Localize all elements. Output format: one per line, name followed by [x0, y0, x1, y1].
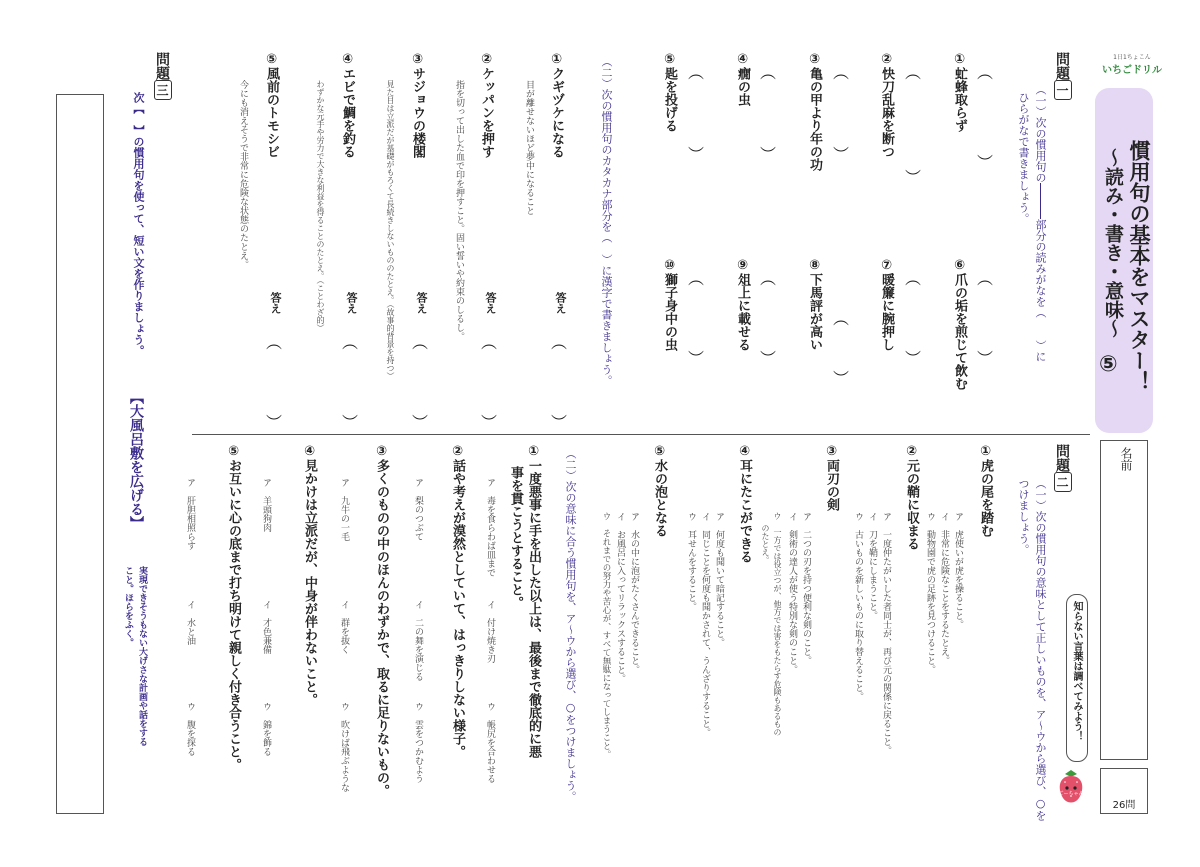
q2-p2-instruction-text: 次の意味に合う慣用句を、ア～ウから選び、○をつけましょう。 [564, 481, 577, 802]
q2-p2-instruction [562, 448, 578, 802]
q1-p2-answer-label-5: 答え [269, 292, 282, 314]
q1-p2-item-4: ④エビで鯛を釣る [340, 52, 355, 158]
q2-p2-items [185, 444, 550, 844]
q3-instruction: 次【 】の慣用句を使って、短い文を作りましょう。 [132, 92, 145, 356]
q2-p2-item-5-opt-b[interactable]: イ 水と油 [185, 600, 195, 645]
q2-p2-item-4-opt-b[interactable]: イ 才色兼備 [261, 600, 271, 654]
q2-p2-item-4-opt-a[interactable]: ア 羊頭狗肉 [261, 478, 271, 532]
q1-p1-item-3: ③亀の甲より年の功 [807, 52, 822, 171]
q2-p1-item-2: ②元の鞘に収まる [904, 444, 919, 550]
q1-p2-answer-label-4: 答え [345, 292, 358, 314]
q2-p1-item-5-opt-a[interactable]: ア 水の中に泡がたくさんできること。 [629, 512, 639, 674]
q2-p1-item-2-opt-b[interactable]: イ 刀を鞘にしまうこと。 [867, 512, 877, 620]
q3-meaning-a: 実現できそうもない大げさな計画や話をする [137, 566, 147, 746]
q1-p2-label: （二） [600, 56, 613, 89]
q1-p1-item-7: ⑦暖簾に腕押し [879, 258, 894, 351]
q3-meaning-b: こと。ほらをふく。 [123, 566, 133, 647]
q1-p2-meaning-1: 目が離せないほど夢中になること [524, 80, 534, 215]
q1-p2-answer-paren-4[interactable]: ︵ ︶ [342, 333, 359, 432]
q1-p1-instruction [1032, 84, 1048, 362]
hint-text: 知らない言葉は調べてみよう！ [1071, 601, 1082, 741]
page-subtitle: ～読み・書き・意味～ [1102, 148, 1124, 338]
q2-p1-item-1-opt-b[interactable]: イ 非常に危険なことをするたとえ。 [939, 512, 949, 665]
q1-p2-meaning-5: 今にも消えそうで非常に危険な状態のたとえ。 [238, 80, 248, 269]
q2-p2-item-3-opt-a[interactable]: ア 九牛の一毛 [339, 478, 349, 541]
page-title: 慣用句の基本をマスター！ [1127, 140, 1151, 392]
mascot-name: ごーちゃん [1058, 791, 1084, 797]
q2-p2-item-5: ⑤お互いに心の底まで打ち明けて親しく付き合うこと。 [226, 444, 241, 771]
q2-p1-item-2-opt-a[interactable]: ア 一度仲たがいした者同士が、再び元の関係に戻ること。 [881, 512, 891, 755]
q2-p1-item-3-opt-a[interactable]: ア 二つの刃を持つ便利な剣のこと。 [801, 512, 811, 665]
q1-p1-item-8: ⑧下馬評が高い [807, 258, 822, 351]
q2-p1-item-4-opt-b[interactable]: イ 同じことを何度も聞かされて、うんざりすること。 [700, 512, 710, 737]
q1-p2-answer-label-1: 答え [554, 292, 567, 314]
question-count: 26問 [1112, 800, 1136, 811]
q1-number: 一 [1054, 80, 1072, 100]
q1-p2-instruction-text: 次の慣用句のカタカナ部分を（ ）に漢字で書きましょう。 [600, 89, 613, 386]
q2-p1-item-3-opt-c[interactable]: ウ 一方では役立つが、他方では害をもたらす危険もあるもの [773, 512, 782, 736]
q2-p2-item-2-opt-a[interactable]: ア 梨のつぶて [413, 478, 423, 541]
q1-p1-item-1: ①虻蜂取らず [952, 52, 967, 132]
q1-p2-answer-paren-1[interactable]: ︵ ︶ [551, 333, 568, 432]
underline-mark [1040, 183, 1041, 219]
q1-p1-label: （一） [1034, 84, 1047, 117]
q2-p1-item-4-opt-c[interactable]: ウ 耳せんをすること。 [686, 512, 696, 611]
q1-p2-answer-paren-5[interactable]: ︵ ︶ [266, 333, 283, 432]
q1-p2-meaning-4: わずかな元手や労力で大きな利益を得ることのたとえ。（ことわざ的） [316, 80, 325, 332]
q3-header [152, 52, 172, 100]
q1-p1-item-2: ②快刀乱麻を断つ [879, 52, 894, 158]
q1-p1-parens-row1[interactable]: ︵ ︶ ︵ ︶ ︵ ︶ ︵ ︶ ︵ ︶ [688, 63, 994, 187]
brand-logo [1102, 52, 1162, 76]
q2-p2-item-5-opt-c[interactable]: ウ 腹を探る [185, 702, 195, 756]
q2-p1-item-2-opt-c[interactable]: ウ 古いものを新しいものに取り替えること。 [853, 512, 863, 701]
q2-p2-label: （二） [564, 448, 577, 481]
q2-p1-item-3-opt-b[interactable]: イ 剣術の達人が使う特別な剣のこと。 [787, 512, 797, 674]
q1-p2-answer-label-3: 答え [415, 292, 428, 314]
q1-p2-items [225, 52, 585, 432]
q1-p2-answer-paren-3[interactable]: ︵ ︶ [412, 333, 429, 432]
q2-p1-instruction [1032, 478, 1048, 821]
q2-p2-item-2: ②話や考えが漠然としていて、はっきりしない様子。 [450, 444, 465, 758]
q2-p1-item-1-opt-c[interactable]: ウ 動物園で虎の足跡を見つけること。 [925, 512, 935, 674]
q1-p1-instruction-b: 部分の読みがなを（ ）に [1034, 219, 1047, 362]
q2-p1-item-3-opt-c-cont: のたとえ。 [761, 524, 770, 564]
q1-p2-item-3: ③サジョウの楼閣 [410, 52, 425, 158]
q1-mondai-label: 問題 [1054, 52, 1070, 80]
q2-p2-item-4-opt-c[interactable]: ウ 錦を飾る [261, 702, 271, 756]
q1-p1-item-6: ⑥爪の垢を煎じて飲む [952, 258, 967, 390]
q1-p1-instruction-c: ひらがなで書きましょう。 [1017, 92, 1030, 224]
section-divider [192, 434, 1090, 435]
q1-p1-item-4: ④癇の虫 [735, 52, 750, 106]
q2-p2-item-3-opt-b[interactable]: イ 群を抜く [339, 600, 349, 654]
q2-p2-item-1-opt-b[interactable]: イ 付け焼き刃 [485, 600, 495, 663]
q2-p1-item-4-opt-a[interactable]: ア 何度も聞いて暗記すること。 [714, 512, 724, 647]
q2-p2-item-2-opt-c[interactable]: ウ 雲をつかむよう [413, 702, 423, 783]
q2-p1-instruction-a: 次の慣用句の意味として正しいものを、ア～ウから選び、○を [1034, 511, 1047, 821]
question-count-box [1100, 768, 1148, 814]
q1-p2-item-5: ⑤風前のトモシビ [264, 52, 279, 158]
title-number: ⑤ [1099, 352, 1118, 377]
q2-number: 二 [1054, 472, 1072, 492]
q2-p1-label: （一） [1034, 478, 1047, 511]
q2-p2-item-4: ④見かけは立派だが、中身が伴わないこと。 [302, 444, 317, 706]
q2-p1-item-1-opt-a[interactable]: ア 虎使いが虎を操ること。 [953, 512, 963, 629]
q3-number: 三 [154, 80, 172, 100]
q2-p2-item-1-opt-a[interactable]: ア 毒を食らわば皿まで [485, 478, 495, 577]
hint-box [1066, 594, 1088, 762]
q2-p2-item-3: ③多くのものの中のほんのわずかで、取るに足りないもの。 [374, 444, 389, 797]
strawberry-mascot-icon [1055, 768, 1087, 808]
name-box[interactable] [1100, 440, 1148, 760]
q2-p1-item-5-opt-c[interactable]: ウ それまでの努力や苦心が、すべて無駄になってしまうこと。 [601, 512, 611, 759]
brand-name: いちごドリル [1102, 65, 1162, 76]
q2-p2-item-1-cont: 事を貫こうとすること。 [508, 466, 523, 609]
q3-answer-box[interactable] [56, 94, 104, 814]
q2-header [1052, 444, 1072, 492]
q1-p2-meaning-2: 指を切って出した血で印を押すこと。固い誓いや約束のしるし。 [454, 80, 464, 341]
q1-p2-item-2: ②ケッパンを押す [479, 52, 494, 158]
q1-p2-meaning-3: 見た目は立派だが基礎がもろくて長続きしないもののたとえ。（故事的背景を持つ） [386, 80, 395, 380]
q1-p1-item-9: ⑨俎上に載せる [735, 258, 750, 351]
q1-p2-instruction [598, 56, 614, 386]
q1-p1-item-5: ⑤匙を投げる [662, 52, 677, 132]
brand-tagline: 1日1ちょこん [1113, 54, 1151, 61]
q2-p1-item-1: ①虎の尾を踏む [978, 444, 993, 537]
q2-p2-item-5-opt-a[interactable]: ア 肝胆相照らす [185, 478, 195, 550]
q2-p1-items [601, 444, 1010, 844]
q2-p1-instruction-b: つけましょう。 [1017, 478, 1030, 555]
q2-p2-item-3-opt-c[interactable]: ウ 吹けば飛ぶような [339, 702, 349, 792]
q3-phrase: 【大風呂敷を広げる】 [128, 390, 144, 530]
q3-mondai-label: 問題 [154, 52, 170, 80]
q1-p1-instruction-a: 次の慣用句の [1034, 117, 1047, 183]
q1-p1-item-10: ⑩獅子身中の虫 [662, 258, 677, 351]
q1-p1-parens-row2[interactable]: ︵ ︶ ︵ ︶ ︵ ︶ ︵ ︶ ︵ ︶ [688, 269, 994, 388]
q2-p1-item-4: ④耳にたこができる [737, 444, 752, 563]
q1-p2-answer-label-2: 答え [484, 292, 497, 314]
q1-header [1052, 52, 1072, 100]
q2-p2-item-1-opt-c[interactable]: ウ 帳尻を合わせる [485, 702, 495, 783]
q2-p1-item-5-opt-b[interactable]: イ お風呂に入ってリラックスすること。 [615, 512, 625, 683]
name-label: 名前 [1119, 447, 1133, 471]
q1-p2-item-1: ①クギヅケになる [549, 52, 564, 158]
q2-p1-item-3: ③両刃の剣 [824, 444, 839, 511]
q2-p2-item-1: ①一度悪事に手を出した以上は、最後まで徹底的に悪 [526, 444, 541, 758]
q2-p1-item-5: ⑤水の泡となる [652, 444, 667, 537]
q2-p2-item-2-opt-b[interactable]: イ 二の舞を演じる [413, 600, 423, 681]
q2-mondai-label: 問題 [1054, 444, 1070, 472]
q1-p2-answer-paren-2[interactable]: ︵ ︶ [481, 333, 498, 432]
